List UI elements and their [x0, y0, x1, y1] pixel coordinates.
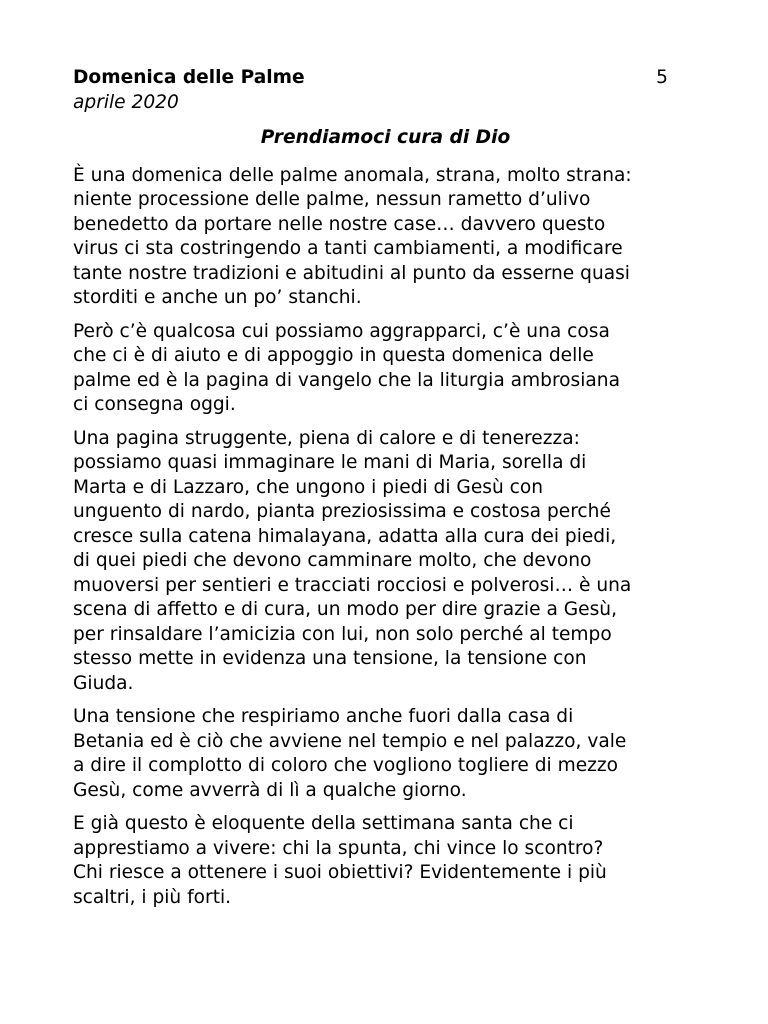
- text-line: niente processione delle palme, nessun rametto d’ulivo: [73, 189, 591, 210]
- paragraph: [73, 812, 696, 910]
- body-text: [73, 164, 696, 911]
- text-line: benedetto da portare nelle nostre case… davvero questo: [73, 213, 606, 235]
- document-date: aprile 2020: [73, 91, 179, 113]
- text-line: virus ci sta costringendo a tanti cambiamenti, a modificare: [73, 238, 623, 259]
- text-line: di quei piedi che devono camminare molto, che devono: [73, 550, 592, 571]
- text-line: Chi riesce a ottenere i suoi obiettivi? Evidentemente i più: [73, 862, 607, 883]
- text-line: Giuda.: [73, 672, 134, 694]
- text-line: muoversi per sentieri e tracciati rocciosi e polverosi… è una: [73, 574, 632, 596]
- text-line: scaltri, i più forti.: [73, 886, 232, 908]
- text-line: Una pagina struggente, piena di calore e di tenerezza:: [73, 427, 580, 449]
- text-line: per rinsaldare l’amicizia con lui, non solo perché al tempo: [73, 623, 612, 645]
- document-title: Domenica delle Palme: [73, 67, 305, 88]
- text-line: a dire il complotto di coloro che vogliono togliere di mezzo: [73, 755, 619, 776]
- paragraph: [73, 164, 696, 311]
- text-line: Betania ed è ciò che avviene nel tempio e nel palazzo, vale: [73, 730, 627, 752]
- paragraph: [73, 705, 696, 803]
- text-line: È una domenica delle palme anomala, strana, molto strana:: [73, 164, 632, 186]
- text-line: Marta e di Lazzaro, che ungono i piedi di Gesù con: [73, 476, 544, 498]
- text-line: Però c’è qualcosa cui possiamo aggrapparci, c’è una cosa: [73, 320, 610, 342]
- text-line: storditi e anche un po’ stanchi.: [73, 287, 362, 308]
- day-number: 5: [656, 67, 668, 88]
- text-line: Gesù, come avverrà di lì a qualche giorno.: [73, 779, 467, 801]
- text-line: Una tensione che respiriamo anche fuori dalla casa di: [73, 706, 574, 727]
- text-line: scena di affetto e di cura, un modo per dire grazie a Gesù,: [73, 599, 617, 620]
- text-line: apprestiamo a vivere: chi la spunta, chi vince lo scontro?: [73, 837, 604, 859]
- text-line: ci consegna oggi.: [73, 394, 236, 415]
- text-line: palme ed è la pagina di vangelo che la liturgia ambrosiana: [73, 369, 620, 391]
- header-line: [73, 66, 696, 91]
- paragraph: [73, 427, 696, 697]
- paragraph: [73, 320, 696, 418]
- text-line: E già questo è eloquente della settimana santa che ci: [73, 813, 574, 834]
- text-line: unguento di nardo, pianta preziosissima e costosa perché: [73, 501, 611, 522]
- document-subtitle: Prendiamoci cura di Dio: [260, 127, 511, 148]
- text-line: possiamo quasi immaginare le mani di Maria, sorella di: [73, 452, 587, 473]
- text-line: che ci è di aiuto e di appoggio in questa domenica delle: [73, 345, 594, 366]
- text-line: cresce sulla catena himalayana, adatta alla cura dei piedi,: [73, 525, 617, 547]
- text-line: stesso mette in evidenza una tensione, la tensione con: [73, 648, 587, 669]
- text-line: tante nostre tradizioni e abitudini al punto da esserne quasi: [73, 262, 630, 284]
